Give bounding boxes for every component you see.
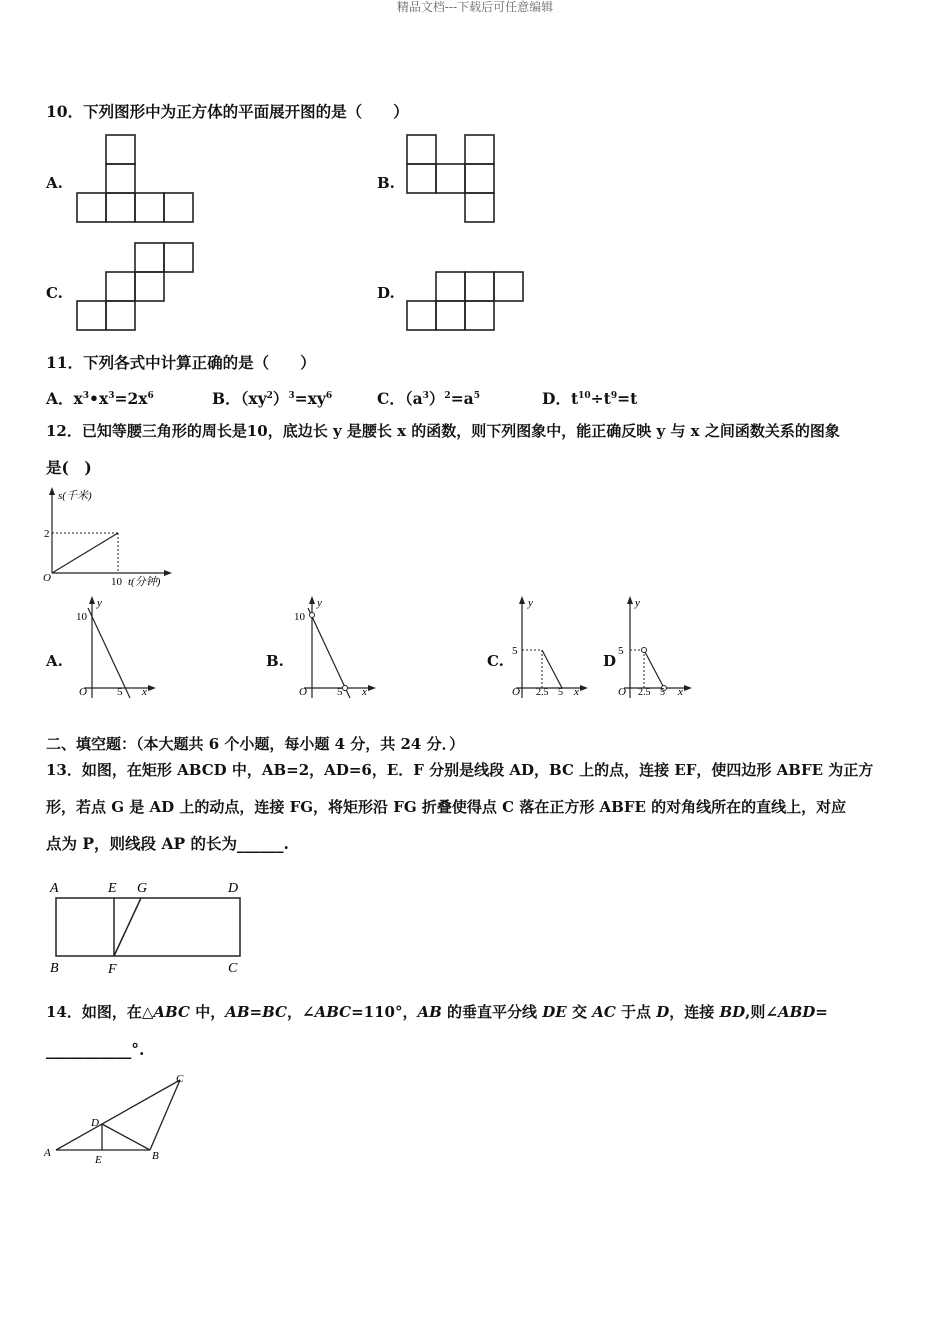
q12-reference-graph [40,485,180,590]
ref-y-tick: 2 [44,528,50,540]
svg-text:5: 5 [512,645,518,657]
q14-answer-line: ___________°. [46,1040,145,1059]
q12-option-c-graph [510,594,595,704]
page-header: 精品文档---下载后可任意编辑 [396,0,554,14]
svg-text:D: D [228,881,239,896]
ref-y-axis-label: s(千米) [58,490,92,502]
q14-answer-blank: ___________ [46,1040,132,1059]
q10-option-c-label: C. [46,284,63,302]
q13-line3: 点为 P，则线段 AP 的长为______. [46,834,289,853]
q10-option-a-net [75,134,195,224]
svg-text:O: O [299,686,307,698]
svg-text:y: y [317,597,322,609]
ref-x-tick: 10 [111,576,122,588]
q14-triangle-figure [40,1070,200,1168]
svg-text:x: x [362,686,367,698]
svg-text:B: B [152,1150,159,1162]
q11-stem: 11．下列各式中计算正确的是（ ） [46,353,316,372]
q12-option-b-label: B. [266,652,284,670]
svg-text:E: E [95,1154,102,1166]
svg-text:x: x [678,686,683,698]
q12-stem-line1: 12．已知等腰三角形的周长是10，底边长 y 是腰长 x 的函数，则下列图象中，能正确反映 y 与 x 之间函数关系的图象 [46,422,840,440]
q12-option-a-label: A. [46,652,63,670]
q11-option-b: B．$(xy^2)^3=xy^6$ [212,389,333,409]
q14-stem: 14．如图，在△ABC 中，AB=BC，∠ABC=110°，AB 的垂直平分线 DE 交 AC 于点 D，连接 BD,则∠ABD= [46,1003,828,1021]
svg-text:F: F [108,962,117,977]
svg-text:y: y [97,597,102,609]
q12-option-d-graph [608,594,693,704]
svg-text:A: A [50,881,59,896]
svg-text:y: y [528,597,533,609]
q12-option-a-graph [70,594,160,704]
svg-text:5: 5 [660,687,665,698]
svg-text:B: B [50,961,59,976]
q10-option-d-net [405,270,527,332]
q13-answer-blank: ______ [237,834,284,853]
svg-text:5: 5 [337,686,343,698]
svg-text:2.5: 2.5 [536,687,549,698]
q13-line2: 形，若点 G 是 AD 上的动点，连接 FG，将矩形沿 FG 折叠使得点 C 落在正方形 ABFE 的对角线所在的直线上，对应 [46,798,847,816]
ref-origin: O [43,572,51,584]
svg-text:G: G [137,881,148,896]
svg-text:x: x [574,686,579,698]
ref-x-axis-label: t(分钟) [128,576,161,588]
svg-text:10: 10 [76,611,87,623]
q12-option-c-label: C. [487,652,504,670]
svg-text:y: y [635,597,640,609]
q12-option-b-graph [290,594,380,704]
svg-text:O: O [512,686,520,698]
q10-option-c-net [75,242,195,332]
svg-text:A: A [44,1147,51,1159]
q10-stem: 10．下列图形中为正方体的平面展开图的是（ ） [46,102,409,121]
svg-text:E: E [108,881,117,896]
q10-option-b-label: B. [377,174,395,192]
svg-text:2.5: 2.5 [638,687,651,698]
svg-text:5: 5 [618,645,624,657]
section2-title: 二、填空题：（本大题共 6 个小题，每小题 4 分，共 24 分．） [46,735,465,753]
q12-option-d-label: D [603,652,617,670]
svg-text:C: C [176,1073,184,1085]
q11-option-d: D．$t^{10}\div t^9=t$ [542,389,638,409]
svg-text:5: 5 [117,686,123,698]
q10-option-d-label: D. [377,284,395,302]
q11-option-a: A．$x^3•x^3=2x^6$ [46,389,154,409]
q10-option-a-label: A. [46,174,63,192]
q13-rectangle-figure [44,872,249,982]
q11-option-c: C．$(a^3)^2=a^5$ [377,389,480,409]
q12-stem-line2: 是( ) [46,458,92,477]
svg-text:x: x [142,686,147,698]
svg-text:10: 10 [294,611,305,623]
svg-text:O: O [79,686,87,698]
svg-text:D: D [91,1117,99,1129]
svg-text:O: O [618,686,626,698]
q10-option-b-net [405,134,497,224]
svg-text:5: 5 [558,687,563,698]
svg-text:C: C [228,961,238,976]
q13-line1: 13．如图，在矩形 ABCD 中，AB=2，AD=6，E．F 分别是线段 AD，BC 上的点，连接 EF，使四边形 ABFE 为正方 [46,761,874,779]
